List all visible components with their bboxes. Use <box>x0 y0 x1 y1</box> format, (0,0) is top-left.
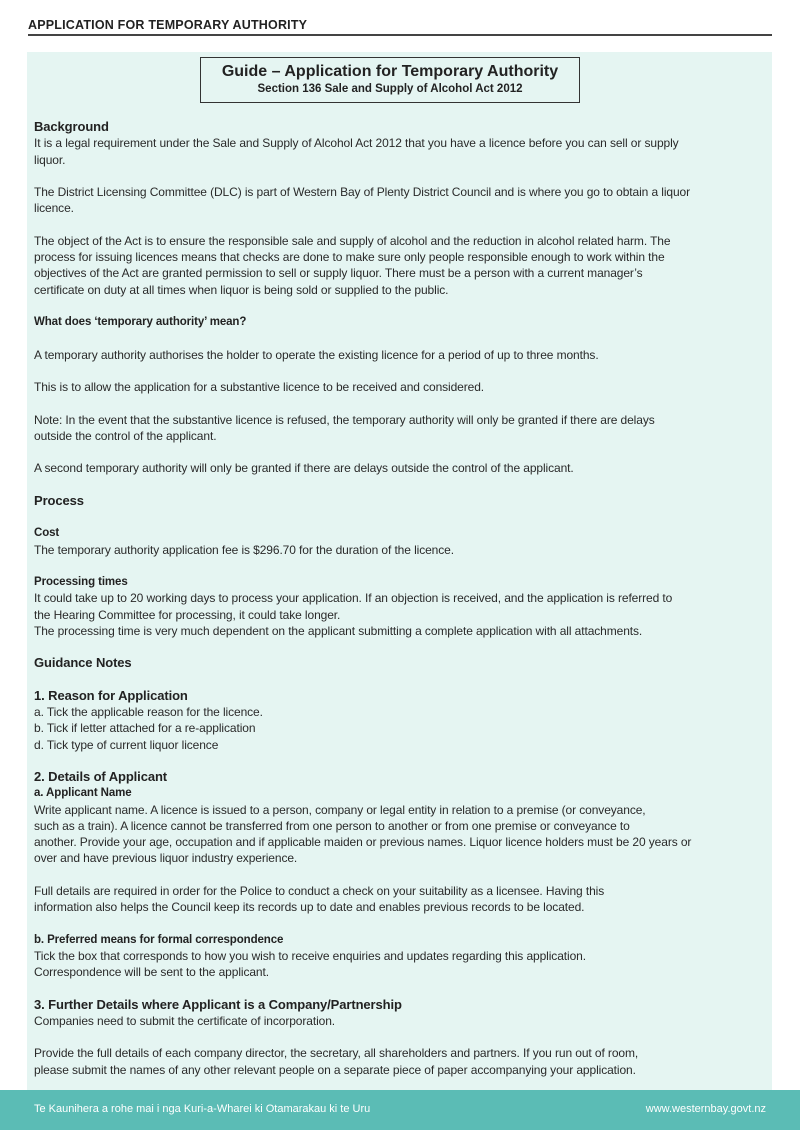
subheading: Cost <box>34 527 60 540</box>
text-line: The temporary authority application fee is $296.70 for the duration of the licence. <box>34 542 454 557</box>
subheading: Processing times <box>34 576 128 588</box>
footer-motto: Te Kaunihera a rohe mai i nga Kuri-a-Wharei ki Otamarakau ki te Uru <box>34 1103 371 1115</box>
blank-line <box>34 217 774 233</box>
footer <box>0 1090 800 1130</box>
text-line: Full details are required in order for the Police to conduct a check on your suitability as a licensee. Having this <box>34 883 605 898</box>
text-line: Note: In the event that the substantive licence is refused, the temporary authority will only be granted if there are delays <box>34 412 655 427</box>
text-line: Provide the full details of each company director, the secretary, all shareholders and partners. If you run out of room, <box>34 1046 639 1061</box>
text-line: Companies need to submit the certificate of incorporation. <box>34 1013 336 1028</box>
blank-line <box>34 1029 774 1045</box>
blank-line <box>34 509 774 525</box>
text-line: please submit the names of any other relevant people on a separate piece of paper accompanying your application. <box>34 1062 636 1077</box>
section-heading: 1. Reason for Application <box>34 687 188 703</box>
text-line: The object of the Act is to ensure the responsible sale and supply of alcohol and the reduction in alcohol related harm. The <box>34 233 671 248</box>
text-line: Tick the box that corresponds to how you wish to receive enquiries and updates regarding this application. <box>34 948 586 963</box>
subheading: b. Preferred means for formal correspondence <box>34 933 284 946</box>
text-line: objectives of the Act are granted permission to sell or supply liquor. There must be a person with a current manager’s <box>34 266 643 281</box>
blank-line <box>34 867 774 883</box>
text-line: the Hearing Committee for processing, it could take longer. <box>34 607 341 622</box>
blank-line <box>34 753 774 769</box>
text-line: It could take up to 20 working days to process your application. If an objection is received, and the application is referred to <box>34 591 673 606</box>
text-line: process for issuing licences means that checks are done to make sure only people responsible enough to work within the <box>34 250 665 264</box>
text-line: over and have previous liquor industry experience. <box>34 851 298 866</box>
text-line: another. Provide your age, occupation and if applicable maiden or previous names. Liquor licence holders must be 20 years or <box>34 835 692 849</box>
text-line: It is a legal requirement under the Sale and Supply of Alcohol Act 2012 that you have a licence before you can sell or supply <box>34 136 679 151</box>
text-line: outside the control of the applicant. <box>34 428 217 443</box>
subheading: a. Applicant Name <box>34 787 132 800</box>
text-line: Write applicant name. A licence is issued to a person, company or legal entity in relation to a premise (or conveyance, <box>34 802 646 817</box>
blank-line <box>34 395 774 411</box>
text-line: certificate on duty at all times when liquor is being sold or supplied to the public. <box>34 282 449 297</box>
blank-line <box>34 363 774 379</box>
guide-title: Guide – Application for Temporary Authority <box>221 63 559 80</box>
text-line: Correspondence will be sent to the applicant. <box>34 965 269 979</box>
text-line: such as a train). A licence cannot be transferred from one person to another or from one premise or conveyance to <box>34 818 630 833</box>
blank-line <box>34 477 774 493</box>
text-line: b. Tick if letter attached for a re-application <box>34 721 256 736</box>
text-line: d. Tick type of current liquor licence <box>34 737 219 752</box>
title-box <box>200 57 580 103</box>
text-line: This is to allow the application for a substantive licence to be received and considered. <box>34 380 485 394</box>
text-line: The District Licensing Committee (DLC) is part of Western Bay of Plenty District Council and is where you go to obtain a liquor <box>34 185 691 199</box>
section-heading: 3. Further Details where Applicant is a Company/Partnership <box>34 996 402 1012</box>
section-heading: Process <box>34 492 84 508</box>
section-heading: 2. Details of Applicant <box>34 769 168 784</box>
footer-url[interactable]: www.westernbay.govt.nz <box>645 1103 766 1115</box>
blank-line <box>34 639 774 655</box>
text-line: liquor. <box>34 152 66 167</box>
text-line: a. Tick the applicable reason for the licence. <box>34 705 263 719</box>
text-line: A temporary authority authorises the holder to operate the existing licence for a period of up to three months. <box>34 347 599 362</box>
text-line: A second temporary authority will only be granted if there are delays outside the control of the applicant. <box>34 461 574 476</box>
section-heading: Guidance Notes <box>34 655 132 671</box>
blank-line <box>34 444 774 460</box>
document-header-title: APPLICATION FOR TEMPORARY AUTHORITY <box>28 18 308 32</box>
blank-line <box>34 558 774 574</box>
subheading: What does ‘temporary authority’ mean? <box>34 316 247 328</box>
text-line: The processing time is very much dependent on the applicant submitting a complete application with all attachments. <box>34 623 643 638</box>
section-heading: Background <box>34 119 109 134</box>
blank-line <box>34 980 774 996</box>
blank-line <box>34 168 774 184</box>
blank-line <box>34 298 774 314</box>
guide-body <box>34 119 774 1078</box>
blank-line <box>34 915 774 931</box>
guide-subtitle: Section 136 Sale and Supply of Alcohol Act 2012 <box>257 83 523 95</box>
blank-line <box>34 672 774 688</box>
text-line: information also helps the Council keep its records up to date and enables previous records to be located. <box>34 900 585 914</box>
text-line: licence. <box>34 201 74 216</box>
header-divider <box>28 34 772 36</box>
blank-line <box>34 330 774 346</box>
